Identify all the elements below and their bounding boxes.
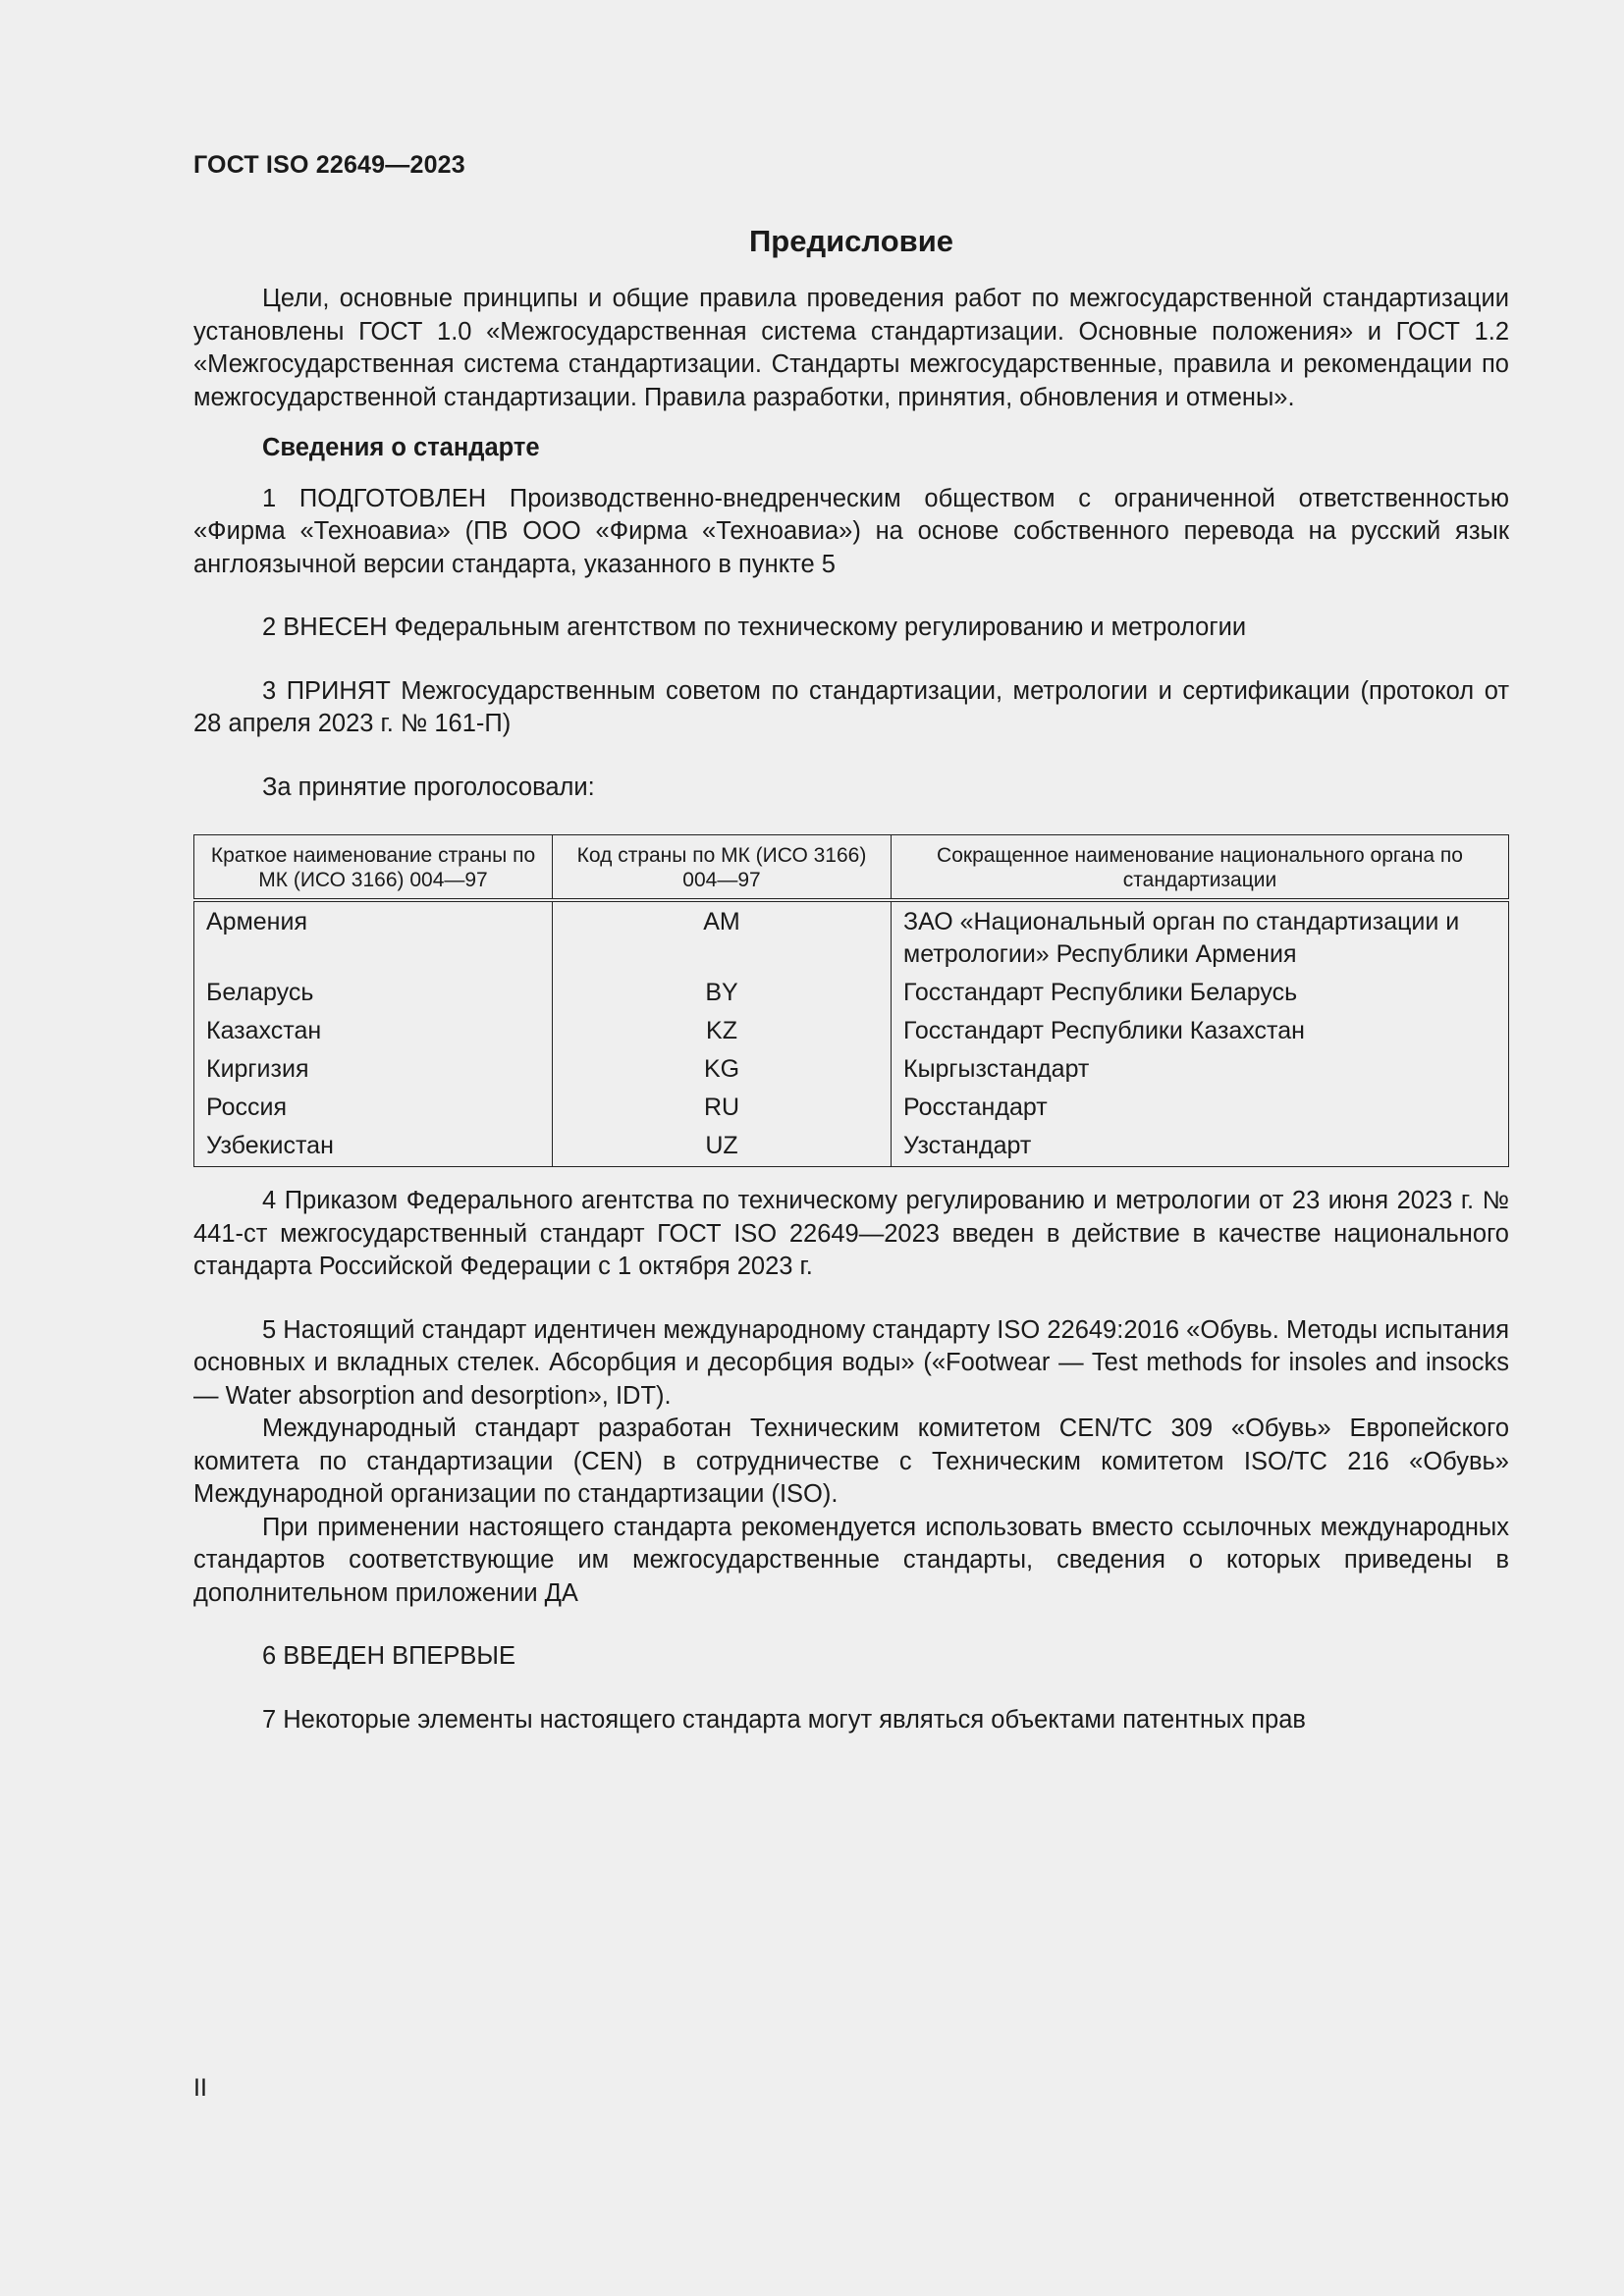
document-code-header: ГОСТ ISO 22649—2023 [193,151,465,179]
country-code: BY [553,974,892,1012]
table-row [194,1127,1509,1167]
item-5-identical: 5 Настоящий стандарт идентичен международному стандарту ISO 22649:2016 «Обувь. Методы испытания основных и вкладных стелек. Абсорбция и десорбция воды» («Footwear — Test methods for insoles and insocks — Water absorption and desorption», IDT). [193,1315,1509,1410]
national-body: Кыргызстандарт [892,1050,1509,1089]
item-6-first-introduced: 6 ВВЕДЕН ВПЕРВЫЕ [262,1642,516,1670]
item-5-application: При применении настоящего стандарта рекомендуется использовать вместо ссылочных международных стандартов соответствующие им межгосударственные стандарты, сведения о которых приведены в дополнительном приложении ДА [193,1513,1509,1607]
country-name: Армения [194,900,553,974]
table-header-row [194,835,1509,901]
item-3-adopted: 3 ПРИНЯТ Межгосударственным советом по стандартизации, метрологии и сертификации (протокол от 28 апреля 2023 г. № 161-П) [193,676,1509,737]
national-body: ЗАО «Национальный орган по стандартизации и метрологии» Республики Армения [892,900,1509,974]
preface-title: Предисловие [748,224,953,258]
table-row [194,1089,1509,1127]
country-code: AM [553,900,892,974]
national-body: Госстандарт Республики Казахстан [892,1012,1509,1050]
item-4-order: 4 Приказом Федерального агентства по техническому регулированию и метрологии от 23 июня 2023 г. № 441-ст межгосударственный стандарт ГОСТ ISO 22649—2023 введен в действие в качестве национального стандарта Российской Федерации с 1 октября 2023 г. [193,1187,1509,1280]
country-code: KZ [553,1012,892,1050]
table-row [194,1012,1509,1050]
table-row [194,1050,1509,1089]
country-name: Россия [194,1089,553,1127]
voted-label: За принятие проголосовали: [262,773,595,801]
item-1-prepared: 1 ПОДГОТОВЛЕН Производственно-внедренческим обществом с ограниченной ответственностью «Фирма «Техноавиа» (ПВ ООО «Фирма «Техноавиа») на основе собственного перевода на русский язык англоязычной версии стандарта, указанного в пункте 5 [193,484,1509,578]
standard-info-subheading: Сведения о стандарте [262,434,540,461]
country-name: Киргизия [194,1050,553,1089]
national-body: Госстандарт Республики Беларусь [892,974,1509,1012]
country-name: Беларусь [194,974,553,1012]
country-code: KG [553,1050,892,1089]
national-body: Узстандарт [892,1127,1509,1167]
header-country-name: Краткое наименование страны по МК (ИСО 3166) 004—97 [194,835,553,901]
preface-section [193,222,1509,1736]
header-national-body: Сокращенное наименование национального органа по стандартизации [892,835,1509,901]
item-5-developer: Международный стандарт разработан Техническим комитетом CEN/TC 309 «Обувь» Европейского комитета по стандартизации (CEN) в сотрудничестве с Техническим комитетом ISO/TC 216 «Обувь» Международной организации по стандартизации (ISO). [193,1415,1509,1508]
table-row [194,900,1509,974]
national-body: Росстандарт [892,1089,1509,1127]
table-row [194,974,1509,1012]
country-code: RU [553,1089,892,1127]
item-7-patent-rights: 7 Некоторые элементы настоящего стандарта могут являться объектами патентных прав [262,1705,1306,1734]
header-country-code: Код страны по МК (ИСО 3166) 004—97 [553,835,892,901]
country-name: Казахстан [194,1012,553,1050]
preface-intro: Цели, основные принципы и общие правила проведения работ по межгосударственной стандартизации установлены ГОСТ 1.0 «Межгосударственная система стандартизации. Основные положения» и ГОСТ 1.2 «Межгосударственная система стандартизации. Стандарты межгосударственные, правила и рекомендации по межгосударственной стандартизации. Правила разработки, принятия, обновления и отмены». [193,285,1509,411]
page-number: II [193,2074,207,2102]
item-2-introduced: 2 ВНЕСЕН Федеральным агентством по техническому регулированию и метрологии [262,614,1247,641]
voting-countries-table [193,834,1509,1167]
country-name: Узбекистан [194,1127,553,1167]
country-code: UZ [553,1127,892,1167]
